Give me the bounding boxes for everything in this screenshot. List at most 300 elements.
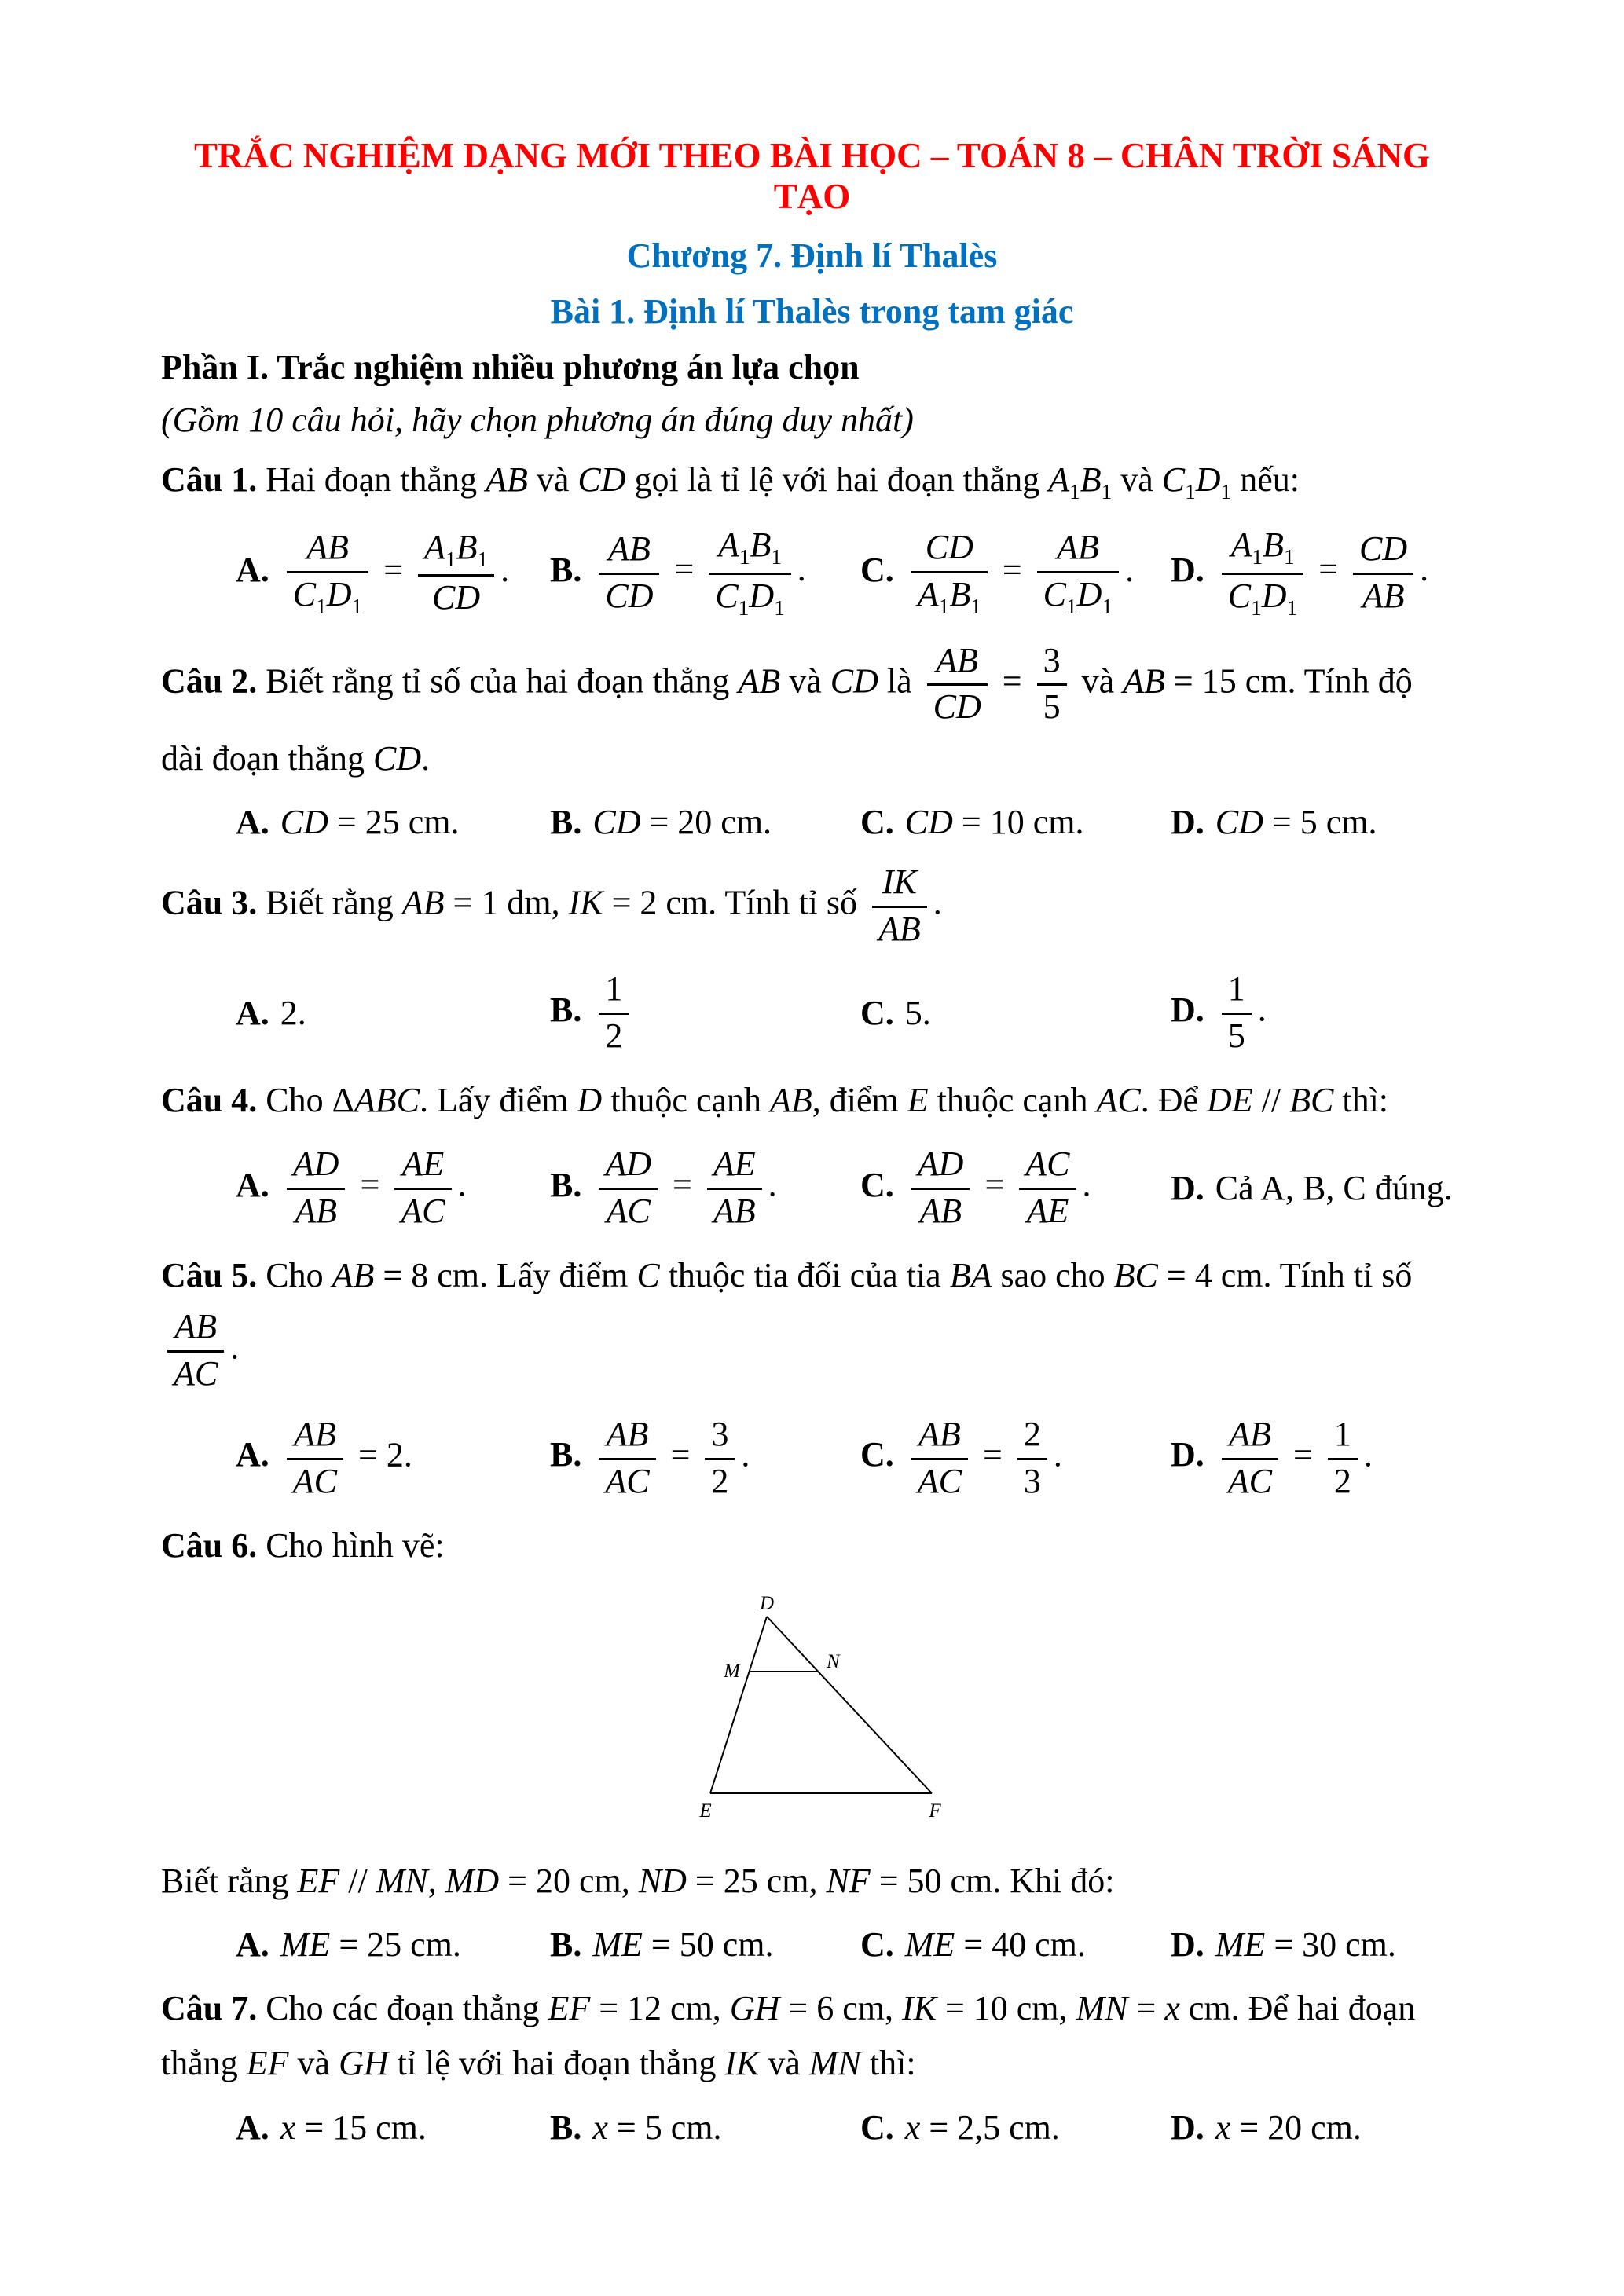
- math-var: CD: [373, 739, 422, 778]
- math-var: x: [904, 2107, 921, 2147]
- option-letter: A.: [236, 1435, 269, 1474]
- fraction-denominator: 5: [1043, 687, 1061, 727]
- fraction-denominator: [911, 573, 988, 620]
- question-label: Câu 1.: [161, 460, 258, 499]
- fraction-numerator: [167, 1306, 224, 1353]
- math-var: D: [1076, 574, 1102, 613]
- option: A. CD = 25 cm.: [236, 803, 460, 842]
- math-subscript: 1: [316, 594, 327, 618]
- math-subscript: 1: [739, 545, 750, 569]
- question-label: Câu 5.: [161, 1256, 258, 1295]
- math-var: EF: [297, 1862, 340, 1901]
- math-var: AE: [1026, 1192, 1069, 1231]
- math-subscript: 1: [351, 594, 363, 618]
- fraction-denominator: [1019, 1190, 1076, 1232]
- fraction: [1222, 969, 1252, 1057]
- question-label: Câu 6.: [161, 1525, 258, 1565]
- fraction-denominator: [287, 573, 368, 620]
- math-var: CD: [432, 578, 481, 617]
- option: A. x = 15 cm.: [236, 2107, 427, 2147]
- fraction-denominator: 3: [1023, 1461, 1041, 1500]
- fraction: [1222, 1414, 1278, 1503]
- fraction: [599, 1144, 658, 1232]
- math-var: x: [1215, 2107, 1231, 2147]
- math-var: IK: [901, 1988, 937, 2027]
- math-var: AB: [401, 883, 445, 922]
- option: C. ME = 40 cm.: [860, 1925, 1086, 1965]
- fraction: [599, 529, 659, 617]
- math-var: AC: [1025, 1144, 1070, 1184]
- math-var: B: [1262, 525, 1284, 565]
- math-var: D: [1261, 576, 1287, 615]
- question-block: [161, 859, 1463, 1060]
- math-var: AB: [713, 1192, 756, 1231]
- math-var: CD: [904, 803, 953, 842]
- option-letter: A.: [236, 2107, 269, 2147]
- option-letter: D.: [1171, 1169, 1204, 1208]
- math-var: AC: [917, 1461, 962, 1500]
- option-letter: D.: [1171, 550, 1204, 589]
- math-var: CD: [830, 661, 878, 700]
- fraction-denominator: [418, 577, 494, 619]
- fraction: [1222, 525, 1303, 621]
- section-heading: Phần I. Trắc nghiệm nhiều phương án lựa chọn: [161, 348, 860, 386]
- fraction: [287, 527, 368, 619]
- math-var: x: [280, 2107, 296, 2147]
- option: A. $\frac{AB}{AC}$ = 2.: [236, 1411, 550, 1506]
- fraction-denominator: [1353, 575, 1413, 617]
- math-var: CD: [1359, 529, 1408, 569]
- option-letter: D.: [1171, 990, 1204, 1029]
- math-var: BC: [1289, 1081, 1334, 1120]
- fraction-numerator: 3: [1037, 640, 1067, 687]
- question-block: [161, 1981, 1463, 2151]
- math-var: IK: [568, 883, 603, 922]
- question-text: Câu 3. Biết rằng AB = 1 dm, IK = 2 cm. Tính tỉ số $\frac{IK}{AB}$ .: [161, 859, 1463, 954]
- math-subscript: 1: [938, 594, 950, 618]
- options-row: [161, 799, 1463, 845]
- question-block: [161, 637, 1463, 846]
- math-var: BC: [1113, 1256, 1158, 1295]
- math-subscript: 1: [1252, 545, 1263, 569]
- fraction-denominator: [911, 1460, 968, 1503]
- fraction-denominator: [709, 575, 790, 621]
- math-subscript: 1: [477, 547, 489, 571]
- math-var: CD: [1215, 803, 1263, 842]
- math-var: AB: [606, 1415, 649, 1454]
- math-var: AB: [738, 661, 781, 700]
- math-var: AB: [936, 640, 979, 679]
- fraction-denominator: [287, 1190, 346, 1232]
- option: D. x = 20 cm.: [1171, 2107, 1362, 2147]
- fraction-denominator: 2: [605, 1016, 623, 1056]
- math-var: A: [424, 527, 445, 566]
- question-label: Câu 4.: [161, 1081, 258, 1120]
- math-var: AE: [401, 1144, 445, 1184]
- math-var: A: [1230, 525, 1252, 565]
- math-var: IK: [882, 862, 917, 901]
- math-var: AB: [608, 529, 651, 569]
- math-subscript: 1: [1286, 595, 1298, 620]
- fraction-numerator: [1222, 525, 1303, 575]
- math-var: AE: [713, 1144, 756, 1184]
- math-var: AD: [917, 1144, 964, 1184]
- math-var: AB: [294, 1415, 336, 1454]
- fraction-numerator: 1: [1222, 969, 1252, 1015]
- math-var: AD: [605, 1144, 652, 1184]
- math-var: BA: [949, 1256, 992, 1295]
- math-var: CD: [925, 527, 973, 566]
- math-var: AB: [295, 1192, 337, 1231]
- fraction: [1017, 1414, 1047, 1503]
- question-block: [161, 1073, 1463, 1236]
- math-var: C: [636, 1256, 660, 1295]
- fraction-denominator: [872, 908, 927, 950]
- math-var: B: [1080, 460, 1102, 499]
- math-subscript: 1: [771, 545, 783, 569]
- math-subscript: 1: [1283, 545, 1295, 569]
- math-subscript: 1: [1069, 479, 1080, 504]
- fraction-numerator: [1037, 527, 1119, 573]
- options-row: [161, 1921, 1463, 1968]
- math-var: C: [1043, 574, 1067, 613]
- math-var: CD: [592, 803, 641, 842]
- option-letter: B.: [550, 1435, 582, 1474]
- lesson-heading: Bài 1. Định lí Thalès trong tam giác: [550, 292, 1074, 331]
- fraction-denominator: 2: [1333, 1461, 1351, 1500]
- math-var: AC: [174, 1354, 218, 1393]
- fraction: [927, 640, 988, 729]
- math-var: ND: [638, 1862, 687, 1901]
- math-subscript: 1: [1220, 479, 1232, 504]
- math-var: B: [949, 574, 971, 613]
- options-row: [161, 2104, 1463, 2151]
- math-var: AB: [919, 1192, 962, 1231]
- fraction: [599, 1414, 655, 1503]
- fraction: [599, 969, 629, 1057]
- fraction: [911, 527, 988, 619]
- fraction-denominator: [599, 1460, 655, 1503]
- question-text: Câu 5. Cho AB = 8 cm. Lấy điểm C thuộc tia đối của tia BA sao cho BC = 4 cm. Tính tỉ số $\frac{AB}{AC}$ .: [161, 1248, 1463, 1398]
- section-note: (Gồm 10 câu hỏi, hãy chọn phương án đúng duy nhất): [161, 401, 914, 439]
- fraction-denominator: [1222, 575, 1303, 621]
- option: D. $\frac{A_1B_1}{C_1D_1}$ = $\frac{CD}{AB}$ .: [1171, 525, 1429, 620]
- option-letter: A.: [236, 1165, 269, 1204]
- point-label-N: N: [827, 1651, 840, 1673]
- fraction-numerator: 1: [599, 969, 629, 1015]
- math-var: AC: [1227, 1461, 1273, 1500]
- fraction-numerator: 1: [1328, 1414, 1358, 1460]
- fraction-denominator: [394, 1190, 451, 1232]
- question-label: Câu 7.: [161, 1988, 258, 2027]
- option-letter: C.: [860, 803, 894, 842]
- option: [550, 965, 860, 1060]
- fraction-numerator: [287, 527, 368, 573]
- math-var: AB: [486, 460, 528, 499]
- fraction: [1019, 1144, 1076, 1232]
- math-var: MN: [1076, 1988, 1128, 2027]
- math-subscript: 1: [445, 547, 456, 571]
- fraction-denominator: 2: [711, 1461, 729, 1500]
- vertex-label-F: F: [929, 1800, 941, 1822]
- math-var: E: [907, 1081, 929, 1120]
- math-var: CD: [280, 803, 328, 842]
- fraction-numerator: [911, 1144, 970, 1190]
- option-letter: A.: [236, 994, 269, 1033]
- math-var: MN: [376, 1862, 428, 1901]
- math-var: D: [577, 1081, 603, 1120]
- triangle-side-DF: [767, 1617, 932, 1793]
- math-var: B: [750, 525, 772, 565]
- option-letter: A.: [236, 803, 269, 842]
- option-letter: B.: [550, 2107, 582, 2147]
- fraction-denominator: [1037, 573, 1119, 620]
- fraction: [707, 1144, 762, 1232]
- math-var: GH: [729, 1988, 780, 2027]
- math-var: AC: [605, 1461, 650, 1500]
- math-var: NF: [826, 1862, 871, 1901]
- option: D. ME = 30 cm.: [1171, 1925, 1396, 1965]
- fraction: [418, 527, 494, 619]
- option: D. CD = 5 cm.: [1171, 803, 1377, 842]
- options-row: [161, 1141, 1463, 1236]
- math-subscript: 1: [1185, 479, 1196, 504]
- fraction: [287, 1144, 346, 1232]
- question-text-continued: Biết rằng EF // MN, MD = 20 cm, ND = 25 cm, NF = 50 cm. Khi đó:: [161, 1862, 1115, 1901]
- fraction: [1037, 527, 1119, 619]
- vertex-label-E: E: [699, 1800, 712, 1822]
- math-var: C: [292, 574, 317, 613]
- option-letter: A.: [236, 550, 269, 589]
- triangle-svg: [673, 1593, 951, 1825]
- document-title: TRẮC NGHIỆM DẠNG MỚI THEO BÀI HỌC – TOÁN 8 – CHÂN TRỜI SÁNG TẠO: [193, 136, 1431, 216]
- question-text: Câu 4. Cho ΔABC. Lấy điểm D thuộc cạnh AB, điểm E thuộc cạnh AC. Để DE // BC thì:: [161, 1081, 1389, 1120]
- math-var: AB: [174, 1307, 217, 1346]
- questions: [161, 452, 1463, 2151]
- math-var: A: [1048, 460, 1070, 499]
- fraction-denominator: [599, 1190, 658, 1232]
- math-var: AC: [401, 1192, 445, 1231]
- option-letter: C.: [860, 1435, 894, 1474]
- math-subscript: 1: [1101, 479, 1113, 504]
- option: A. $\frac{AD}{AB}$ = $\frac{AE}{AC}$ .: [236, 1141, 550, 1236]
- math-var: AB: [770, 1081, 812, 1120]
- math-var: AB: [1057, 527, 1099, 566]
- fraction: [1037, 640, 1067, 729]
- option: D. $\frac{1}{5}$ .: [1171, 965, 1463, 1060]
- option: B. $\frac{AB}{CD}$ = $\frac{A_1B_1}{C_1D_1}$ .: [550, 525, 806, 620]
- fraction-numerator: [707, 1144, 762, 1190]
- option-letter: B.: [550, 803, 582, 842]
- math-var: EF: [246, 2044, 289, 2083]
- option: B. $\frac{AD}{AC}$ = $\frac{AE}{AB}$ .: [550, 1141, 860, 1236]
- fraction: [394, 1144, 451, 1232]
- fraction-numerator: [287, 1414, 343, 1460]
- question-block: [161, 452, 1463, 624]
- question-text: Câu 6. Cho hình vẽ:: [161, 1525, 445, 1565]
- option-letter: D.: [1171, 2107, 1204, 2147]
- math-var: AC: [1096, 1081, 1141, 1120]
- math-var: ABC: [354, 1081, 420, 1120]
- math-var: D: [749, 576, 775, 615]
- math-var: C: [1227, 576, 1252, 615]
- fraction: [167, 1306, 224, 1395]
- option-letter: C.: [860, 994, 894, 1033]
- math-var: GH: [339, 2044, 389, 2083]
- math-var: AB: [332, 1256, 375, 1295]
- math-var: AB: [918, 1415, 961, 1454]
- fraction-numerator: [599, 1414, 655, 1460]
- option: A. 2.: [236, 994, 306, 1033]
- math-var: D: [326, 574, 352, 613]
- math-subscript: 1: [738, 595, 750, 620]
- fraction-numerator: [1353, 529, 1413, 575]
- math-var: C: [715, 576, 739, 615]
- option-letter: C.: [860, 550, 894, 589]
- fraction-numerator: [418, 527, 494, 577]
- option: B. ME = 50 cm.: [550, 1925, 774, 1965]
- option: A. $\frac{AB}{C_1D_1}$ = $\frac{A_1B_1}{CD}$ .: [236, 527, 510, 618]
- math-var: CD: [933, 687, 981, 727]
- option: D. Cả A, B, C đúng.: [1171, 1169, 1453, 1208]
- question-label: Câu 2.: [161, 661, 258, 700]
- fraction-numerator: [287, 1144, 346, 1190]
- question-block: [161, 1248, 1463, 1506]
- math-var: IK: [724, 2044, 760, 2083]
- option-letter: B.: [550, 1165, 582, 1204]
- options-row: [161, 1411, 1463, 1506]
- fraction: [911, 1144, 970, 1232]
- math-var: ME: [904, 1925, 955, 1965]
- fraction-denominator: [287, 1460, 343, 1503]
- option: B. x = 5 cm.: [550, 2107, 722, 2147]
- option: A. ME = 25 cm.: [236, 1925, 461, 1965]
- option-letter: A.: [236, 1925, 269, 1965]
- option: C. $\frac{AB}{AC}$ = $\frac{2}{3}$ .: [860, 1411, 1171, 1506]
- chapter-heading: Chương 7. Định lí Thalès: [626, 236, 998, 275]
- math-subscript: 1: [970, 594, 981, 618]
- fraction-denominator: [1222, 1460, 1278, 1503]
- fraction-numerator: [599, 529, 659, 575]
- math-var: C: [1161, 460, 1186, 499]
- math-var: x: [1164, 1988, 1180, 2027]
- math-var: ME: [1215, 1925, 1266, 1965]
- fraction-numerator: [911, 1414, 968, 1460]
- fraction-numerator: [927, 640, 988, 687]
- math-var: A: [717, 525, 739, 565]
- option: C. x = 2,5 cm.: [860, 2107, 1060, 2147]
- math-var: A: [917, 574, 939, 613]
- option: C. $\frac{AD}{AB}$ = $\frac{AC}{AE}$ .: [860, 1141, 1171, 1236]
- fraction-numerator: [872, 862, 927, 908]
- question-text: Câu 7. Cho các đoạn thẳng EF = 12 cm, GH = 6 cm, IK = 10 cm, MN = x cm. Để hai đoạn thẳng EF và GH tỉ lệ với hai đoạn thẳng IK và MN thì:: [161, 1988, 1416, 2083]
- math-var: MD: [445, 1862, 500, 1901]
- fraction-denominator: [599, 575, 659, 617]
- triangle-figure: [161, 1593, 1463, 1833]
- math-var: AB: [878, 909, 921, 948]
- math-subscript: 1: [1102, 594, 1113, 618]
- math-var: D: [1195, 460, 1221, 499]
- fraction-numerator: [911, 527, 988, 573]
- math-var: ME: [592, 1925, 643, 1965]
- math-var: EF: [548, 1988, 591, 2027]
- fraction: [1328, 1414, 1358, 1503]
- option-letter: B.: [550, 990, 582, 1029]
- option-letter: C.: [860, 1165, 894, 1204]
- option-letter: C.: [860, 2107, 894, 2147]
- option-letter: D.: [1171, 1925, 1204, 1965]
- triangle-side-DE: [710, 1617, 767, 1793]
- fraction-denominator: [167, 1353, 224, 1395]
- fraction-numerator: 2: [1017, 1414, 1047, 1460]
- question-label: Câu 3.: [161, 883, 258, 922]
- options-row: [161, 965, 1463, 1060]
- math-var: AB: [1362, 576, 1405, 615]
- question-text: Câu 2. Biết rằng tỉ số của hai đoạn thẳng AB và CD là $\frac{AB}{CD}$ = $\frac{3}{5}$ và AB = 15 cm. Tính độ dài đoạn thẳng CD.: [161, 640, 1413, 778]
- math-var: AB: [1229, 1415, 1271, 1454]
- options-row: [161, 522, 1463, 624]
- math-var: AC: [292, 1461, 338, 1500]
- math-var: MN: [808, 2044, 861, 2083]
- math-subscript: 1: [774, 595, 785, 620]
- math-var: CD: [577, 460, 626, 499]
- option-letter: B.: [550, 1925, 582, 1965]
- fraction-denominator: [707, 1190, 762, 1232]
- math-var: B: [456, 527, 478, 566]
- math-var: AB: [1123, 661, 1165, 700]
- fraction: [287, 1414, 343, 1503]
- option: C. CD = 10 cm.: [860, 803, 1084, 842]
- fraction-denominator: [927, 686, 988, 728]
- option-letter: D.: [1171, 803, 1204, 842]
- fraction: [709, 525, 790, 621]
- math-var: DE: [1207, 1081, 1253, 1120]
- math-subscript: 1: [1251, 595, 1262, 620]
- fraction-numerator: [1019, 1144, 1076, 1190]
- fraction: [705, 1414, 735, 1503]
- math-var: CD: [605, 576, 654, 615]
- option: D. $\frac{AB}{AC}$ = $\frac{1}{2}$ .: [1171, 1411, 1463, 1506]
- option: B. CD = 20 cm.: [550, 803, 772, 842]
- math-var: AC: [606, 1192, 651, 1231]
- option: C. $\frac{CD}{A_1B_1}$ = $\frac{AB}{C_1D_1}$ .: [860, 527, 1135, 618]
- math-var: x: [592, 2107, 608, 2147]
- fraction-numerator: [709, 525, 790, 575]
- option: C. 5.: [860, 994, 931, 1033]
- fraction-numerator: [394, 1144, 451, 1190]
- math-var: AB: [306, 527, 349, 566]
- option-letter: B.: [550, 550, 582, 589]
- math-subscript: 1: [1066, 594, 1077, 618]
- fraction-numerator: [599, 1144, 658, 1190]
- fraction-denominator: [911, 1190, 970, 1232]
- question-text: Câu 1. Hai đoạn thẳng AB và CD gọi là tỉ lệ với hai đoạn thẳng $A_1B_1$ và $C_1D_1$ nếu:: [161, 460, 1300, 504]
- math-var: AD: [292, 1144, 339, 1184]
- fraction: [911, 1414, 968, 1503]
- question-block: [161, 1518, 1463, 1968]
- math-var: ME: [280, 1925, 331, 1965]
- option-letter: D.: [1171, 1435, 1204, 1474]
- fraction: [1353, 529, 1413, 617]
- fraction-denominator: 5: [1227, 1016, 1245, 1056]
- fraction: [872, 862, 927, 950]
- point-label-M: M: [724, 1661, 740, 1683]
- option: B. $\frac{AB}{AC}$ = $\frac{3}{2}$ .: [550, 1411, 860, 1506]
- option-letter: C.: [860, 1925, 894, 1965]
- fraction-numerator: [1222, 1414, 1278, 1460]
- fraction-numerator: 3: [705, 1414, 735, 1460]
- vertex-label-D: D: [759, 1593, 775, 1615]
